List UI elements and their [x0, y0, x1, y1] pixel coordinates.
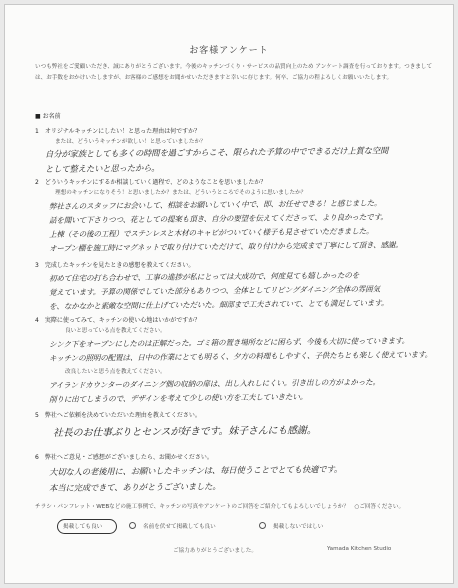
answer-4-improve-line-1: アイランドカウンターのダイニング側の収納の扉は、出し入れしにくい。引き出しの方がよかった。	[48, 377, 380, 390]
question-2: 2 どういうキッチンにするか相談していく過程で、どのようなことを思いましたか？	[35, 179, 267, 186]
answer-4-good-line-1: シンク下をオープンにしたのは正解だった。ゴミ箱の置き場所などに困らず、今後も大切に使っていきます。	[48, 336, 410, 349]
question-7: チラシ・パンフレット・WEBなどの施工事例で、キッチンの写真やアンケートのご回答をご紹介してもよろしいでしょうか？ ○ご回答ください。	[35, 504, 405, 510]
answer-3-line-1: 初めて住宅の打ち合わせで、工事の進捗が私にとっては大成功で、何度見ても嬉しかったのを	[48, 270, 360, 283]
footer-thanks: ご協力ありがとうございました。	[173, 548, 257, 554]
answer-6-line-2: 本当に完成できて、ありがとうございました。	[48, 481, 221, 493]
question-1: 1 オリジナルキッチンにしたい！と思った理由は何ですか？	[35, 128, 201, 135]
answer-3-line-2: 覚えています。予算の関係でしていた部分もありつつ、全体としてリビングダイニング全体の雰囲気	[48, 284, 380, 297]
answer-3-line-3: を、なかなかと素敵な空間に仕上げていただいた。細部まで工夫されていて、とても満足しています。	[48, 298, 389, 311]
questionnaire-sheet	[4, 4, 454, 584]
answer-6-line-1: 大切な人の老後用に、お願いしたキッチンは、毎日使うことでとても快適です。	[48, 463, 343, 477]
answer-1-line-1: 自分が家族としても多くの時間を過ごすからこそ、限られた予算の中でできるだけ上質な空間	[44, 145, 389, 159]
answer-4-good-line-2: キッチンの照明の配置は、日中の作業にとても明るく、夕方の料理もしやすく、子供たちとも楽しく使えています。	[48, 349, 433, 363]
answer-5: 社長のお仕事ぶりとセンスが好きです。妹子さんにも感謝。	[52, 425, 317, 439]
answer-4-improve-line-2: 削りに出てしまうので、デザインを考えて少しの使い方を工夫していきたい。	[48, 392, 308, 404]
page-title: お客様アンケート	[189, 46, 269, 56]
question-6: 6 弊社へご意見・ご感想がございましたら、お聞かせください。	[35, 454, 213, 461]
footer-company: Yamada Kitchen Studio	[327, 546, 392, 552]
option-do-not-publish[interactable]: 掲載しないではしい	[273, 524, 324, 530]
option-publish[interactable]: 掲載しても良い	[63, 524, 103, 530]
question-3: 3 完成したキッチンを見たときの感想を教えてください。	[35, 262, 195, 269]
name-label: ■ お名前	[35, 113, 61, 120]
answer-2-line-1: 弊社さんのスタッフにお会いして、相談をお願いしていく中で、即、お任せできる！と感じました。	[48, 198, 382, 211]
answer-1-line-2: として整えたいと思ったから。	[44, 162, 160, 174]
question-4-improve-prompt: 改良したいと思う点を教えてください。	[65, 369, 166, 375]
intro-text: いつも弊社をご愛顧いただき、誠にありがとうございます。今後のキッチンづくり・サービスの品質向上のため アンケート調査を行っております。つきましては、お手数をおかけいたしますが、お客様のご感想をお聞かせいただきますと幸いに存じます。何卒、ご協力の程よろしくお願いいたします。	[35, 64, 433, 81]
answer-2-line-2: 話を聞いて下さりつつ、花としての提案も頂き、自分の要望を伝えてくださって、より良かったです。	[48, 212, 388, 225]
question-1-sub: または、どういうキッチンが欲しい！と思っていましたか？	[55, 139, 206, 145]
option-no-marker	[259, 522, 266, 529]
option-anon-marker	[129, 522, 136, 529]
question-4: 4 実際に使ってみて、キッチンの使い心地はいかがですか？	[35, 317, 201, 324]
option-anonymous[interactable]: 名前を伏せて掲載しても良い	[143, 524, 216, 530]
question-2-sub: 理想のキッチンになりそう！と思いましたか？または、どういうところでそのように思いましたか？	[55, 190, 307, 196]
answer-2-line-3: 上棟（その後の工程）でステンレスと木材のキャビがついていく様子も見させていただきました。	[48, 226, 374, 239]
question-5: 5 弊社へご依頼を決めていただいた理由を教えてください。	[35, 412, 201, 419]
answer-2-line-4: オープン棚を施工時にマグネットで取り付けていただけて、取り付けから完成まで丁寧にして頂き、感謝。	[48, 240, 403, 253]
question-4-good-prompt: 良いと思っている点を教えてください。	[65, 328, 166, 334]
